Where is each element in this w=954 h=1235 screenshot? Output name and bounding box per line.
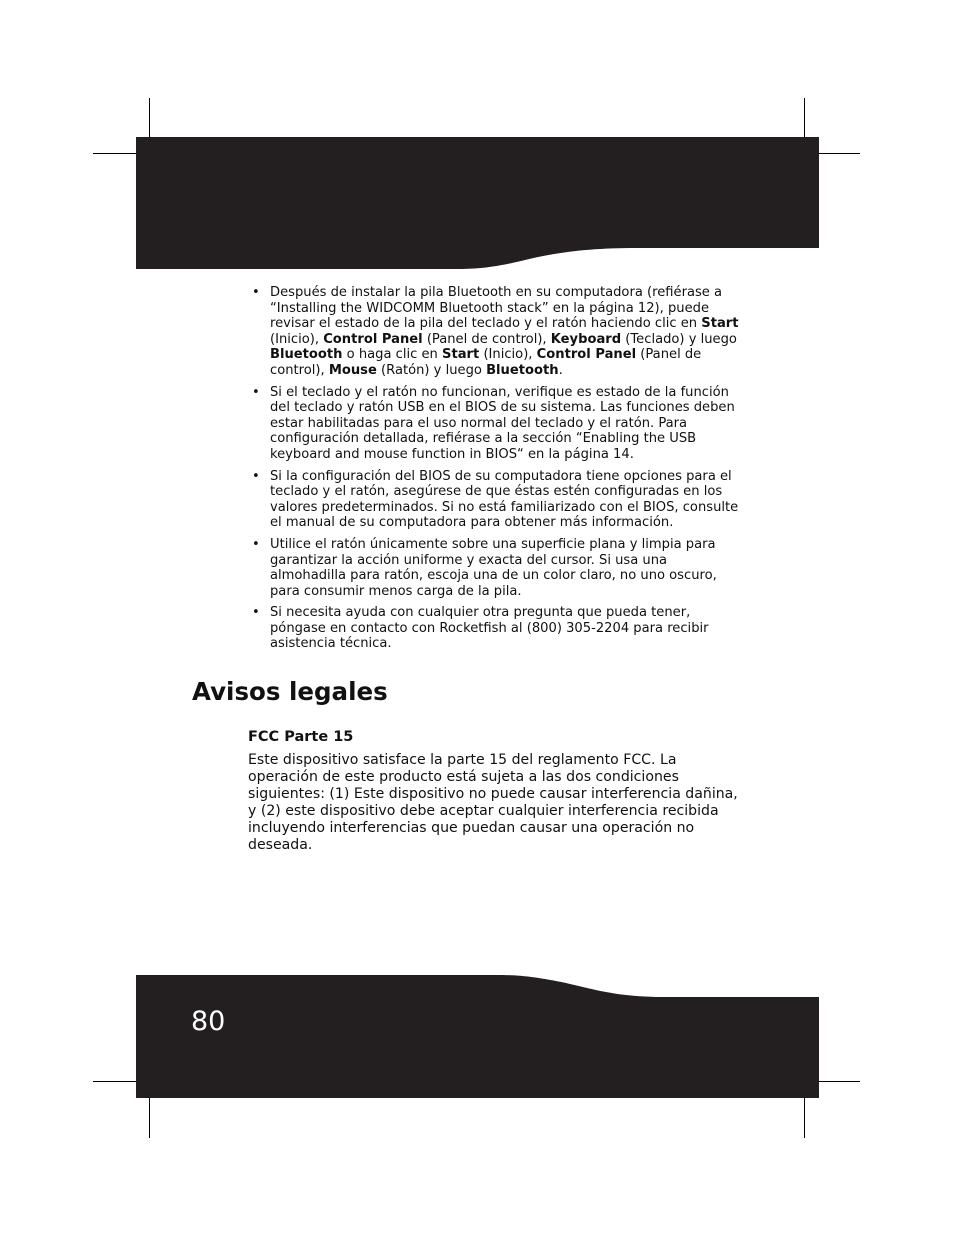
text-run: (Teclado) y luego: [621, 331, 737, 347]
subsection-title: FCC Parte 15: [248, 729, 354, 745]
crop-mark-bottom-left-horizontal: [93, 1081, 137, 1082]
bullet-icon: •: [252, 468, 260, 484]
list-item-text: [270, 385, 735, 462]
list-item-text: [270, 469, 738, 531]
crop-mark-bottom-right-horizontal: [818, 1081, 860, 1082]
text-run: (Ratón) y luego: [376, 362, 487, 378]
bold-term: Mouse: [328, 362, 377, 378]
list-item: [252, 385, 742, 463]
bullet-icon: •: [252, 536, 260, 552]
crop-mark-bottom-right-vertical: [804, 1096, 805, 1138]
footer-band: [136, 975, 819, 1098]
text-run: Después de instalar la pila Bluetooth en su computadora (refiérase a “Installing the WIDCOMM Bluetooth stack” en la página 12), puede revisar el estado de la pila del teclado y el ratón haciendo clic en: [270, 285, 723, 332]
text-run: (Panel de control),: [270, 347, 702, 378]
bold-term: Bluetooth: [270, 347, 343, 363]
bold-term: Bluetooth: [486, 362, 559, 378]
section-title: Avisos legales: [192, 677, 388, 706]
bold-term: Keyboard: [550, 331, 622, 347]
text-run: .: [558, 362, 563, 378]
crop-mark-bottom-left-vertical: [149, 1096, 150, 1138]
crop-mark-top-left-vertical: [149, 98, 150, 140]
crop-mark-top-right-vertical: [804, 98, 805, 140]
bullet-icon: •: [252, 384, 260, 400]
bold-term: Start: [442, 347, 480, 363]
list-item: [252, 285, 742, 379]
text-run: (Panel de control),: [422, 331, 551, 347]
text-run: Si la configuración del BIOS de su computadora tiene opciones para el teclado y el ratón, asegúrese de que éstas estén configuradas en los valores predeterminados. Si no está familiarizado con el BIOS, consulte el manual de su computadora para obtener más información.: [270, 468, 739, 531]
list-item: [252, 469, 742, 531]
page-number: 80: [191, 1006, 226, 1037]
crop-mark-top-right-horizontal: [818, 153, 860, 154]
text-run: o haga clic en: [342, 347, 443, 363]
list-item-text: [270, 285, 739, 378]
list-item: [252, 605, 742, 652]
text-run: (Inicio),: [479, 347, 537, 363]
header-band: [136, 137, 819, 269]
bullet-icon: •: [252, 605, 260, 621]
text-run: Si el teclado y el ratón no funcionan, verifique es estado de la función del teclado y ratón USB en el BIOS de su sistema. Las funciones deben estar habilitadas para el uso normal del teclado y el ratón. Para configuración detallada, refiérase a la sección “Enabling the USB keyboard and mouse function in BIOS“ en la página 14.: [270, 384, 735, 462]
crop-mark-top-left-horizontal: [93, 153, 137, 154]
footer-band-shape: [136, 975, 819, 1098]
bullet-icon: •: [252, 285, 260, 300]
list-item: [252, 537, 742, 599]
troubleshooting-list: [252, 285, 742, 658]
list-item-text: [270, 537, 717, 599]
fcc-paragraph: Este dispositivo satisface la parte 15 del reglamento FCC. La operación de este producto está sujeta a las dos condiciones siguientes: (1) Este dispositivo no puede causar interferencia dañina, y (2) este dispositivo debe aceptar cualquier interferencia recibida incluyendo interferencias que puedan causar una operación no deseada.: [248, 752, 738, 853]
text-run: Si necesita ayuda con cualquier otra pregunta que pueda tener, póngase en contacto con Rocketfish al (800) 305-2204 para recibir asistencia técnica.: [270, 605, 709, 652]
text-run: Utilice el ratón únicamente sobre una superficie plana y limpia para garantizar la acción uniforme y exacta del cursor. Si usa una almohadilla para ratón, escoja una de un color claro, no uno oscuro, para consumir menos carga de la pila.: [270, 536, 717, 599]
text-run: (Inicio),: [270, 331, 324, 347]
bold-term: Control Panel: [536, 347, 637, 363]
list-item-text: [270, 605, 709, 651]
bold-term: Control Panel: [323, 331, 423, 347]
header-band-shape: [136, 137, 819, 269]
bold-term: Start: [701, 316, 739, 332]
